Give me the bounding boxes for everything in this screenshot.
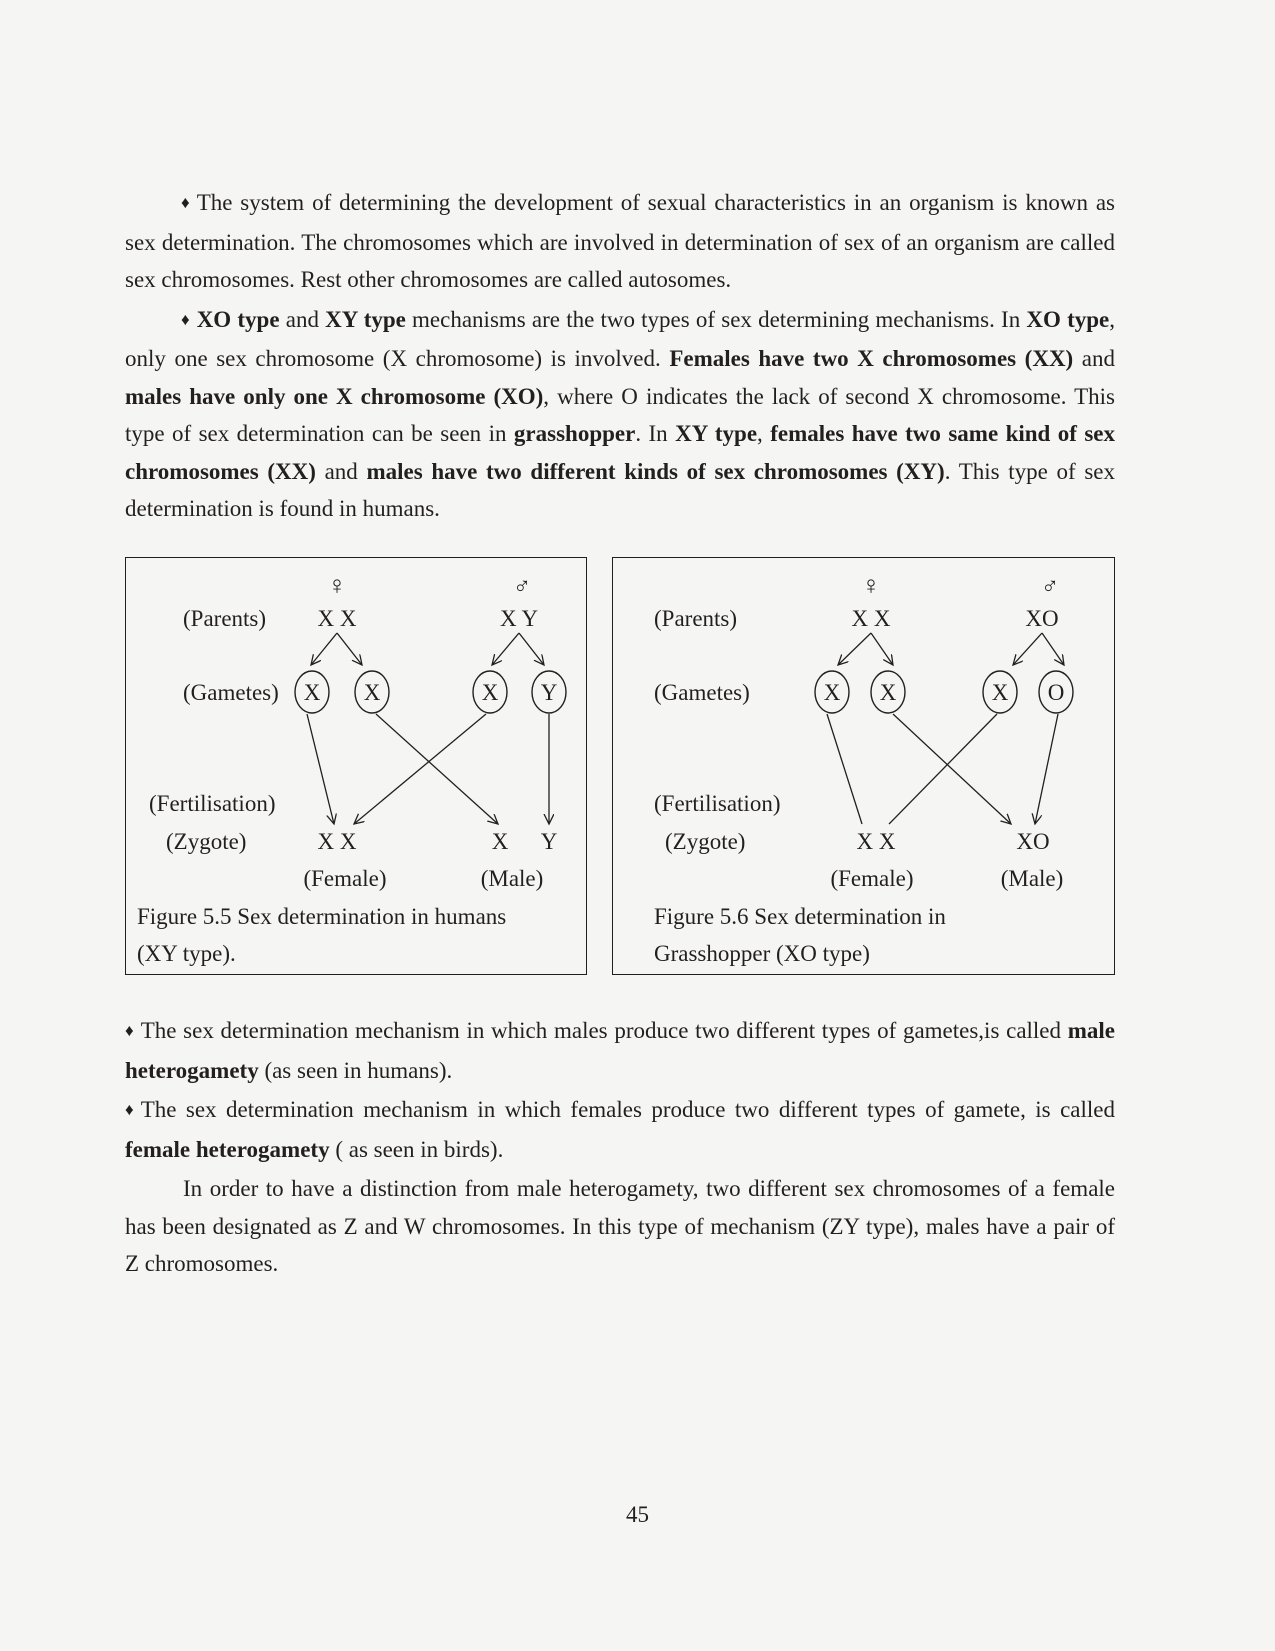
paragraph-text: In order to have a distinction from male heterogamety, two different sex chromosomes of a female has been designated as Z and W chromosomes. In this type of mechanism (ZY type), males have a pair of Z chromosomes. (125, 1176, 1115, 1276)
bullet-icon: ♦ (125, 1021, 134, 1040)
gamete-circle: X (363, 680, 381, 705)
male-parent: X Y (499, 606, 539, 631)
zygote-female: X X (317, 829, 357, 854)
text-run: . In (635, 421, 676, 446)
parents-label: (Parents) (654, 606, 738, 631)
text-run: and (1073, 346, 1115, 371)
male-label: (Male) (1000, 866, 1064, 891)
text-run: The sex determination mechanism in which males produce two different types of gametes,is called (140, 1018, 1068, 1043)
male-symbol-icon: ♂ (1041, 574, 1059, 600)
bullet-icon: ♦ (181, 193, 190, 212)
bold-term: XY type (325, 306, 406, 332)
bullet-icon: ♦ (181, 309, 190, 329)
figure-xo-type (612, 557, 1115, 975)
gamete-circle: X (991, 680, 1009, 705)
paragraph-zw-chromosomes (125, 1170, 1115, 1283)
bold-term: XY type (675, 421, 758, 446)
caption-line: Figure 5.5 Sex determination in humans (137, 904, 507, 929)
male-symbol-icon: ♂ (513, 574, 531, 600)
text-run: , where O indicates the lack of second X chromosome. This type of sex determination can be seen in (125, 383, 1115, 446)
gamete-circle: Y (540, 680, 558, 705)
bold-term: females have two same kind of sex chromosomes (XX) (125, 421, 1115, 484)
text-run: ( as seen in birds). (329, 1136, 504, 1162)
fertilisation-label: (Fertilisation) (149, 791, 276, 816)
zygote-male: XO (1016, 829, 1050, 854)
gamete-circle: X (823, 680, 841, 705)
bold-term: grasshopper (513, 421, 636, 446)
figure-caption (654, 898, 946, 972)
caption-line: Grasshopper (XO type) (654, 941, 870, 966)
figure-xy-type (125, 557, 587, 975)
paragraph-sex-determination (125, 184, 1115, 299)
fertilisation-label: (Fertilisation) (654, 791, 781, 816)
caption-line: (XY type). (137, 941, 236, 966)
female-parent: X X (851, 606, 891, 631)
parents-label: (Parents) (183, 606, 267, 631)
caption-line: Figure 5.6 Sex determination in (654, 904, 946, 929)
text-run: (as seen in humans). (258, 1057, 453, 1083)
zygote-label: (Zygote) (665, 829, 746, 854)
bold-term: male heterogamety (125, 1018, 1115, 1083)
gamete-circle: X (481, 680, 499, 705)
zygote-female: X X (856, 829, 896, 854)
bold-term: XO type (1026, 306, 1110, 332)
bold-term: XO type (196, 306, 280, 332)
zygote-male-y: Y (540, 829, 558, 854)
page-body (125, 184, 1115, 530)
male-parent: XO (1025, 606, 1059, 631)
female-label: (Female) (830, 866, 914, 891)
text-run: and (315, 458, 367, 484)
figures-row (125, 557, 1115, 977)
page-body-lower (125, 1012, 1115, 1285)
text-run: . This type of sex determination is found in humans. (125, 458, 1115, 521)
text-run: mechanisms are the two types of sex determining mechanisms. In (405, 306, 1027, 332)
bold-term: males have two different kinds of sex chromosomes (XY) (366, 458, 945, 484)
zygote-male-x: X (491, 829, 509, 854)
female-parent: X X (317, 606, 357, 631)
gamete-circle: X (303, 680, 321, 705)
gametes-label: (Gametes) (183, 680, 279, 705)
male-label: (Male) (480, 866, 544, 891)
text-run: The sex determination mechanism in which females produce two different types of gamete, is called (140, 1097, 1115, 1122)
gamete-circle: O (1047, 680, 1065, 705)
text-run: , (757, 421, 771, 446)
female-label: (Female) (303, 866, 387, 891)
paragraph-female-heterogamety (125, 1091, 1115, 1168)
paragraph-text: The system of determining the development of sexual characteristics in an organism is known as sex determination. The chromosomes which are involved in determination of sex of an organism are called sex chromosomes. Rest other chromosomes are called autosomes. (125, 190, 1115, 292)
paragraph-xo-xy-types (125, 301, 1115, 528)
zygote-label: (Zygote) (166, 829, 247, 854)
paragraph-male-heterogamety (125, 1012, 1115, 1089)
gamete-circle: X (879, 680, 897, 705)
female-symbol-icon: ♀ (861, 571, 881, 600)
figure-caption (137, 898, 506, 972)
page-number: 45 (626, 1502, 649, 1527)
bold-term: female heterogamety (125, 1136, 330, 1162)
bullet-icon: ♦ (125, 1100, 134, 1119)
bold-term: males have only one X chromosome (XO) (125, 383, 544, 409)
text-run: and (279, 306, 326, 332)
female-symbol-icon: ♀ (327, 571, 347, 600)
bold-term: Females have two X chromosomes (XX) (669, 346, 1074, 371)
gametes-label: (Gametes) (654, 680, 750, 705)
text-run: , only one sex chromosome (X chromosome) is involved. (125, 306, 1116, 371)
